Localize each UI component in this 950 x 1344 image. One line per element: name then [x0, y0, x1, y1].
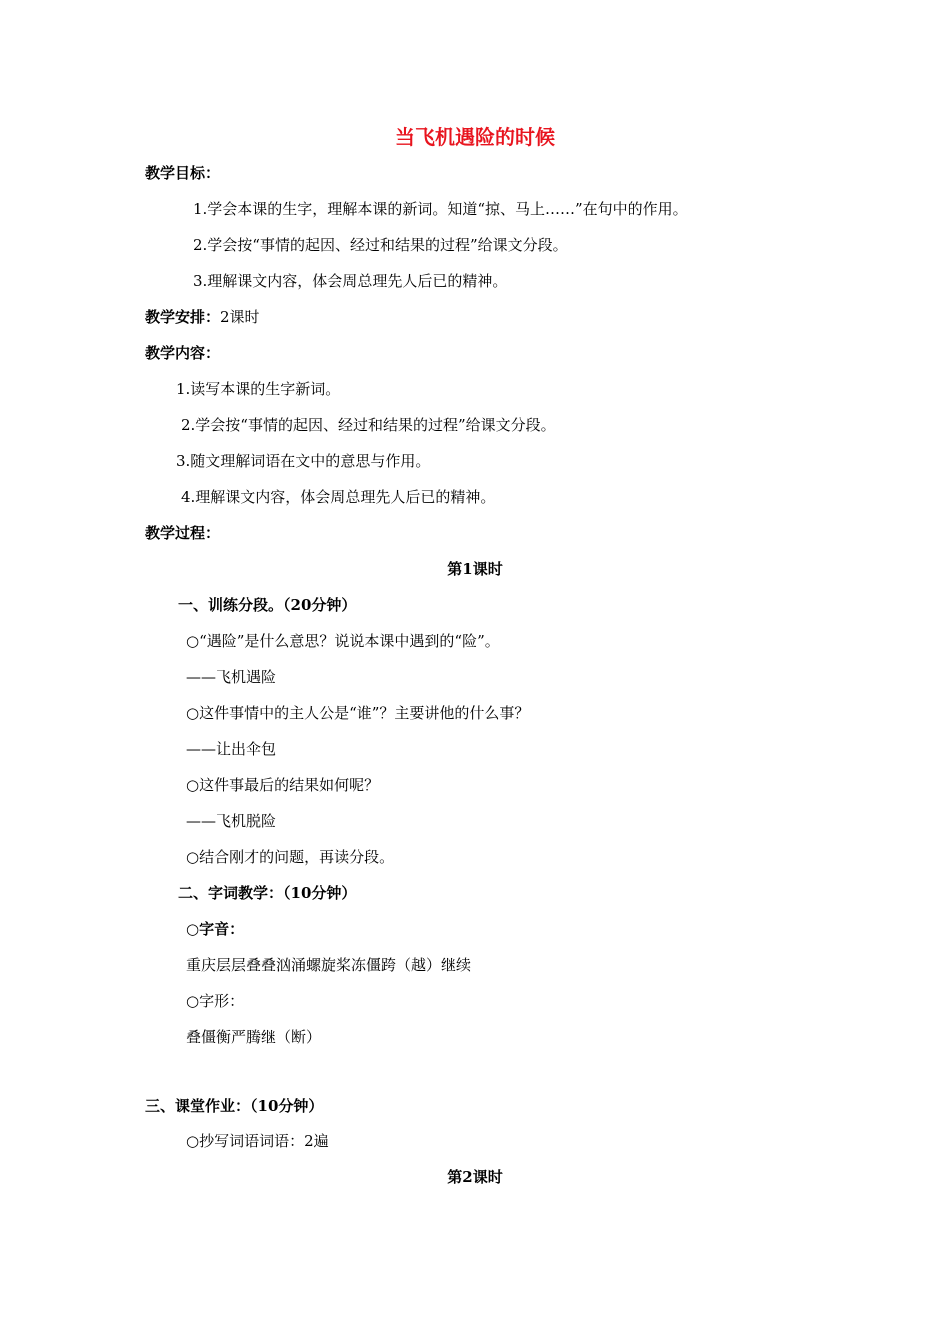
goal-item-3: 3.理解课文内容，体会周总理先人后已的精神。: [193, 272, 508, 290]
content-item-3: 3.随文理解词语在文中的意思与作用。: [176, 452, 431, 470]
schedule-heading: 教学安排：: [145, 308, 221, 326]
goals-heading: 教学目标：: [145, 164, 221, 182]
schedule-line: [145, 307, 260, 327]
pronunciation-label: ○字音：: [186, 920, 245, 938]
section-1-question-2: ○这件事情中的主人公是“谁”？主要讲他的什么事？: [186, 704, 530, 722]
section-1-question-3: ○这件事最后的结果如何呢？: [186, 776, 380, 794]
content-item-4: 4.理解课文内容，体会周总理先人后已的精神。: [181, 488, 496, 506]
pronunciation-words: 重庆层层叠叠汹涌螺旋桨冻僵跨（越）继续: [186, 956, 472, 974]
content-heading: 教学内容：: [145, 344, 221, 362]
lesson-2-heading: 第2课时: [447, 1168, 503, 1186]
goal-item-1: 1.学会本课的生字，理解本课的新词。知道“掠、马上……”在句中的作用。: [193, 200, 688, 218]
section-2-heading: 二、字词教学：（10分钟）: [178, 884, 357, 902]
section-1-answer-2: ——让出伞包: [186, 740, 277, 758]
section-3-task: ○抄写词语词语：2遍: [186, 1132, 329, 1150]
schedule-value: 2课时: [220, 308, 260, 326]
content-item-2: 2.学会按“事情的起因、经过和结果的过程”给课文分段。: [181, 416, 556, 434]
shape-label: ○字形：: [186, 992, 245, 1010]
shape-words: 叠僵衡严腾继（断）: [186, 1028, 322, 1046]
section-1-instruction: ○结合刚才的问题，再读分段。: [186, 848, 395, 866]
document-title: 当飞机遇险的时候: [395, 125, 555, 149]
section-1-question-1: ○“遇险”是什么意思？说说本课中遇到的“险”。: [186, 632, 500, 650]
content-item-1: 1.读写本课的生字新词。: [176, 380, 341, 398]
lesson-1-heading: 第1课时: [447, 560, 503, 578]
section-1-answer-1: ——飞机遇险: [186, 668, 277, 686]
section-1-heading: 一、训练分段。（20分钟）: [178, 596, 357, 614]
goal-item-2: 2.学会按“事情的起因、经过和结果的过程”给课文分段。: [193, 236, 568, 254]
process-heading: 教学过程：: [145, 524, 221, 542]
section-1-answer-3: ——飞机脱险: [186, 812, 277, 830]
section-3-heading: 三、课堂作业：（10分钟）: [145, 1097, 324, 1115]
